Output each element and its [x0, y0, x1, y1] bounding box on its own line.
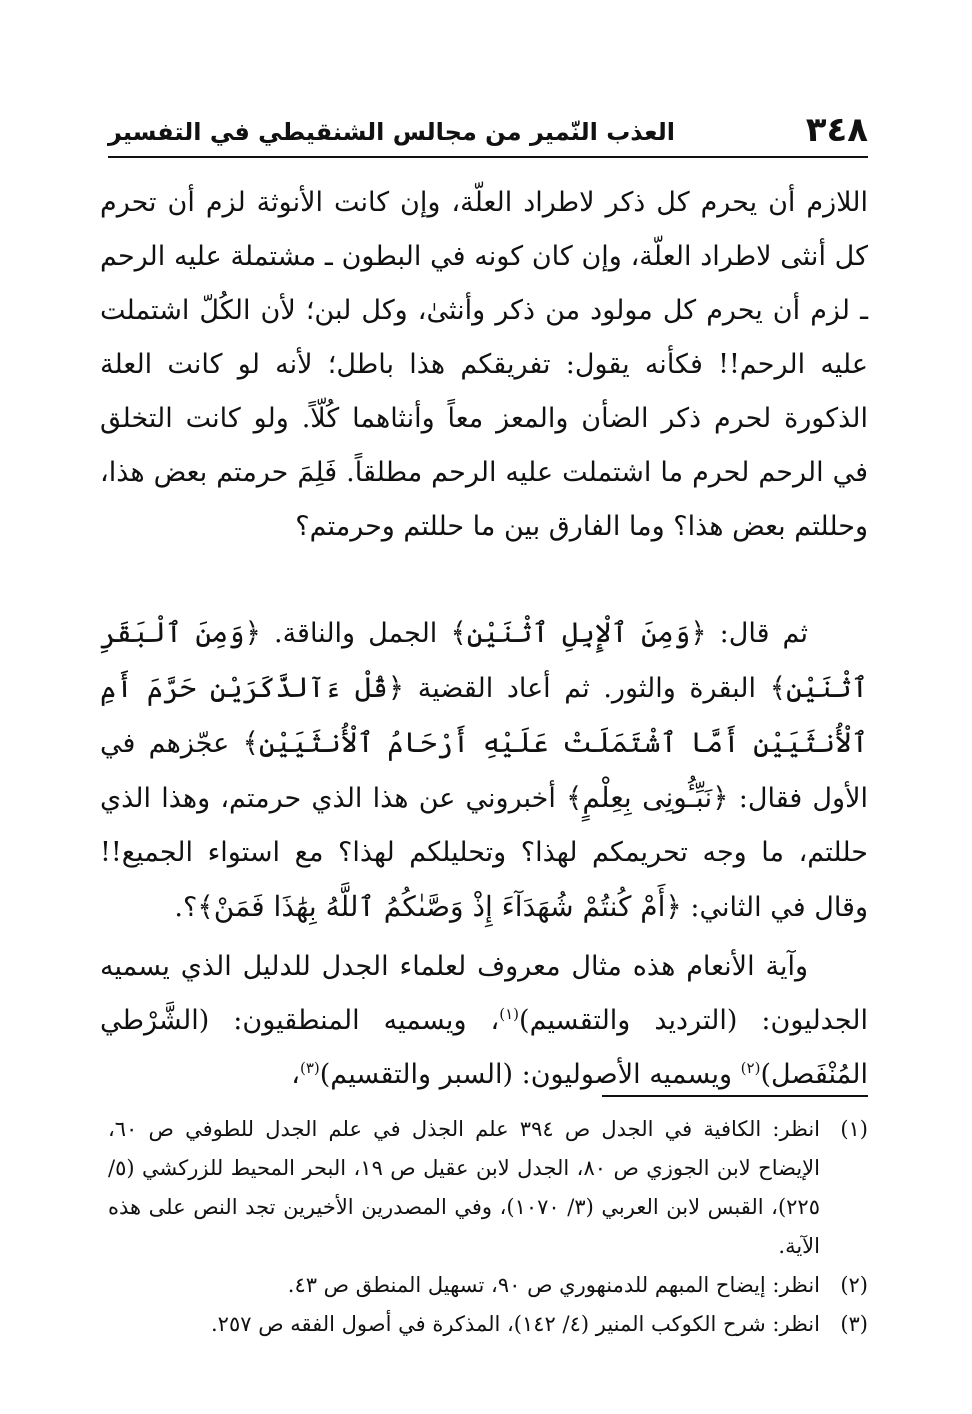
- footnote-ref-1[interactable]: (١): [499, 1005, 520, 1023]
- text-segment: ثم قال:: [706, 618, 808, 649]
- footnotes: [108, 1110, 868, 1344]
- book-title: العذب النّمير من مجالس الشنقيطي في التفسير: [108, 118, 675, 146]
- paragraph-3: [100, 940, 868, 1102]
- text-segment: ،: [291, 1059, 300, 1090]
- text-segment: عجّزهم في الأول فقال:: [100, 728, 868, 814]
- text-segment: البقرة والثور. ثم أعاد القضية: [404, 673, 770, 704]
- footnote-text: انظر: شرح الكوكب المنير (٤/ ١٤٢)، المذكرة في أصول الفقه ص ٢٥٧.: [210, 1312, 820, 1336]
- footnote-item: [108, 1266, 868, 1305]
- text-segment: ويسميه الأصوليون: (السبر والتقسيم): [319, 1059, 741, 1090]
- text-segment: وآية الأنعام هذه مثال معروف لعلماء الجدل للدليل الذي يسميه الجدليون: (الترديد والتقسيم): [100, 951, 868, 1036]
- page-number: ٣٤٨: [805, 110, 868, 150]
- quran-quote: ﴿نَبِّـُٔونِى بِعِلْمٍ﴾: [566, 781, 729, 814]
- quran-quote: ﴿وَمِنَ ٱلْإِبِلِ ٱثْنَيْنِ﴾: [450, 616, 707, 649]
- text-segment: أخبروني عن هذا الذي حرمتم، وهذا الذي حللتم، ما وجه تحريمكم لهذا؟ وتحليلكم لهذا؟ مع استواء الجميع!! وقال في الثاني:: [100, 783, 868, 923]
- footnote-ref-2[interactable]: (٢): [740, 1059, 761, 1077]
- footnote-number: (٢): [840, 1273, 868, 1297]
- text-segment: ، ويسميه المنطقيون: (الشَّرْطي المُنْفَصل): [100, 1005, 868, 1090]
- footnote-ref-3[interactable]: (٣): [299, 1059, 320, 1077]
- paragraph-1: اللازم أن يحرم كل ذكر لاطراد العلّة، وإن كانت الأنوثة لزم أن تحرم كل أنثى لاطراد العلّة، وإن كان كونه في البطون ـ مشتملة عليه الرحم ـ لزم أن يحرم كل مولود من ذكر وأنثىٰ، وكل لبن؛ لأن الكُلّ اشتملت عليه الرحم!! فكأنه يقول: تفريقكم هذا باطل؛ لأنه لو كانت العلة الذكورة لحرم ذكر الضأن والمعز معاً وأنثاهما كُلّاً. ولو كانت التخلق في الرحم لحرم ما اشتملت عليه الرحم مطلقاً. فَلِمَ حرمتم بعض هذا، وحللتم بعض هذا؟ وما الفارق بين ما حللتم وحرمتم؟: [100, 187, 869, 542]
- footnote-number: (٣): [840, 1312, 868, 1336]
- running-header: [108, 102, 868, 150]
- paragraph-2: [100, 606, 868, 930]
- footnote-item: [108, 1305, 868, 1344]
- footnote-text: انظر: الكافية في الجدل ص ٣٩٤ علم الجذل في علم الجدل للطوفي ص ٦٠، الإيضاح لابن الجوزي ص ٨٠، الجدل لابن عقيل ص ١٩، البحر المحيط للزركشي (٥/ ٢٢٥)، القبس لابن العربي (٣/ ١٠٧٠)، وفي المصدرين الأخيرين تجد النص على هذه الآية.: [108, 1117, 821, 1258]
- text-segment: الجمل والناقة.: [260, 618, 451, 649]
- quran-quote: ﴿أَمْ كُنتُمْ شُهَدَآءَ إِذْ وَصَّىٰكُمُ ٱللَّهُ بِهَٰذَا فَمَنْ﴾: [197, 890, 682, 923]
- footnote-separator: [602, 1095, 868, 1097]
- main-text: [100, 176, 868, 1102]
- footnote-item: [108, 1110, 868, 1266]
- footnote-number: (١): [840, 1117, 868, 1141]
- text-segment: ؟.: [174, 892, 198, 923]
- footnote-text: انظر: إيضاح المبهم للدمنهوري ص ٩٠، تسهيل المنطق ص ٤٣.: [287, 1273, 820, 1297]
- header-rule: [108, 156, 868, 158]
- quran-quote: ﴿وَمِنَ ٱلْبَقَرِ ٱثْنَيْنِ﴾: [100, 616, 869, 704]
- quran-quote: ﴿قُلْ ءَآلذَّكَرَيْنِ حَرَّمَ أَمِ ٱلْأُنثَيَيْنِ أَمَّا ٱشْتَمَلَتْ عَلَيْهِ أَرْحَامُ ٱلْأُنثَيَيْنِ﴾: [100, 671, 868, 759]
